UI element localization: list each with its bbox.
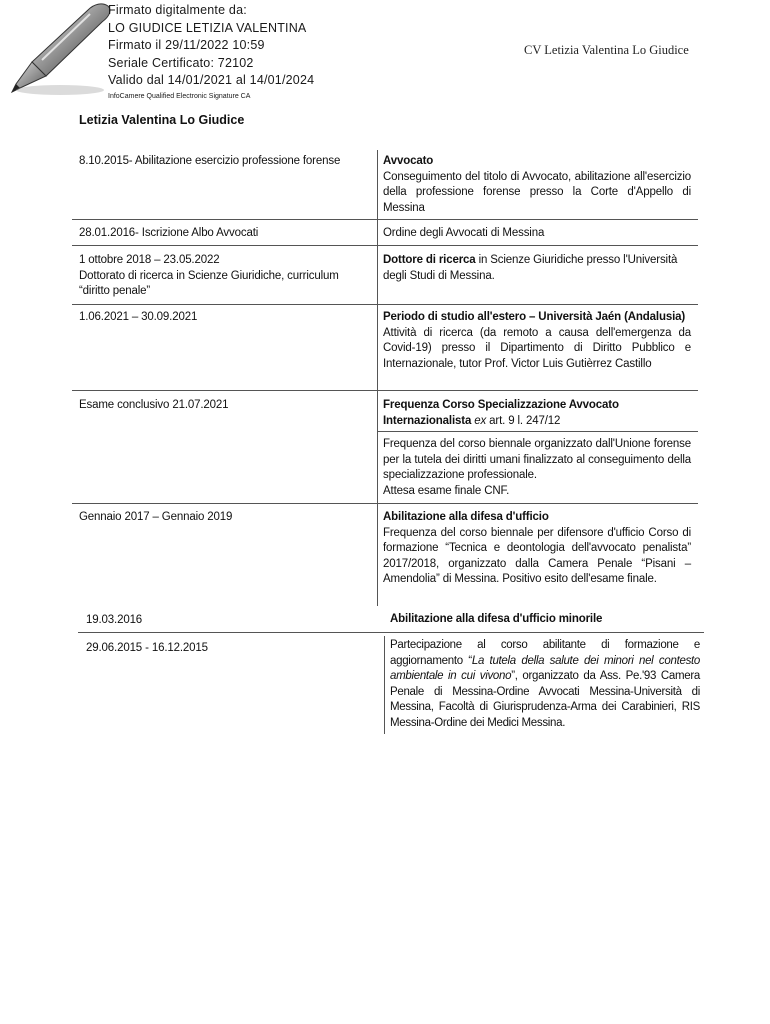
column-separator [377,150,378,606]
certificate-authority: InfoCamere Qualified Electronic Signature CA [108,92,251,100]
row-body: Frequenza del corso biennale per difensore d'ufficio Corso di formazione “Tecnica e deontologia dell'avvocato penalista” 2017/2018, organizzato dalla Camera Penale “Pisani – Amendolia” di Messina. Positivo esito dell'esame finale. [383,526,691,585]
row-title: Periodo di studio all'estero – Università Jaén (Andalusia) [383,311,686,323]
row-date: Gennaio 2017 – Gennaio 2019 [79,511,233,523]
divider [72,390,698,391]
divider [378,431,698,432]
divider [78,632,704,633]
row-date: Esame conclusivo 21.07.2021 [79,399,229,411]
row-content [383,398,691,429]
signature-line: Firmato digitalmente da: [108,3,247,17]
divider [72,304,698,305]
row-date-range: 1 ottobre 2018 – 23.05.2022 [79,254,220,266]
row-date: 29.06.2015 - 16.12.2015 [86,642,208,654]
row-body: Conseguimento del titolo di Avvocato, abilitazione all'esercizio della professione forense presso la Corte d'Appello di Messina [383,170,691,214]
cv-name: Letizia Valentina Lo Giudice [79,113,245,127]
row-title-ex: ex [474,414,487,427]
page-header: CV Letizia Valentina Lo Giudice [524,43,689,57]
row-body: in Scienze Giuridiche presso l'Università degli Studi di Messina. [383,254,678,282]
row-content [383,253,691,284]
row-content [383,310,691,372]
row-title-tail: art. 9 l. 247/12 [489,414,561,427]
divider [72,503,698,504]
signer-name: LO GIUDICE LETIZIA VALENTINA [108,20,307,35]
row-date: 1.06.2021 – 30.09.2021 [79,311,198,323]
pen-icon [2,0,114,98]
row-body: Attività di ricerca (da remoto a causa dell'emergenza da Covid-19) presso il Dipartimento di Diritto Pubblico e Internazionale, tutor Prof. Victor Luis Gutièrrez Castillo [383,326,691,370]
certificate-validity: Valido dal 14/01/2021 al 14/01/2024 [108,73,315,87]
row-content [383,437,691,499]
row-title: Abilitazione alla difesa d'ufficio [383,511,549,523]
row-title: Abilitazione alla difesa d'ufficio minorile [390,613,603,625]
row-title: Frequenza Corso Specializzazione Avvocato Internazionalista [383,399,619,427]
row-body: Ordine degli Avvocati di Messina [383,227,545,239]
column-separator [384,636,385,734]
divider [72,219,698,220]
divider [72,245,698,246]
row-body-note: Attesa esame finale CNF. [383,484,510,497]
signature-date: Firmato il 29/11/2022 10:59 [108,38,265,52]
row-title: Dottore di ricerca [383,254,476,266]
digital-signature-block [108,2,314,103]
certificate-serial: Seriale Certificato: 72102 [108,55,254,70]
row-date: 8.10.2015- Abilitazione esercizio professione forense [79,155,341,167]
row-date: 19.03.2016 [86,614,143,626]
row-body: Frequenza del corso biennale organizzato dall'Unione forense per la tutela dei diritti umani finalizzato al conseguimento della specializzazione professionale. [383,438,691,481]
row-date [79,253,369,300]
row-content [383,154,691,216]
row-body: Partecipazione al corso abilitante di formazione e aggiornamento “ [390,639,700,667]
row-content [383,510,691,588]
row-body-italic: La tutela della salute dei minori nel contesto ambientale in cui vivono [390,654,701,682]
row-date: 28.01.2016- Iscrizione Albo Avvocati [79,227,259,239]
row-content [390,638,700,731]
row-description: Dottorato di ricerca in Scienze Giuridiche, curriculum “diritto penale” [79,269,339,297]
row-title: Avvocato [383,155,434,167]
row-body-tail: ”, organizzato da Ass. Pe.'93 Camera Penale di Messina-Ordine Avvocati Messina-Università di Messina, Facoltà di Giurisprudenza-Arma dei Carabinieri, RIS Messina-Ordine dei Medici Messina. [390,670,700,729]
